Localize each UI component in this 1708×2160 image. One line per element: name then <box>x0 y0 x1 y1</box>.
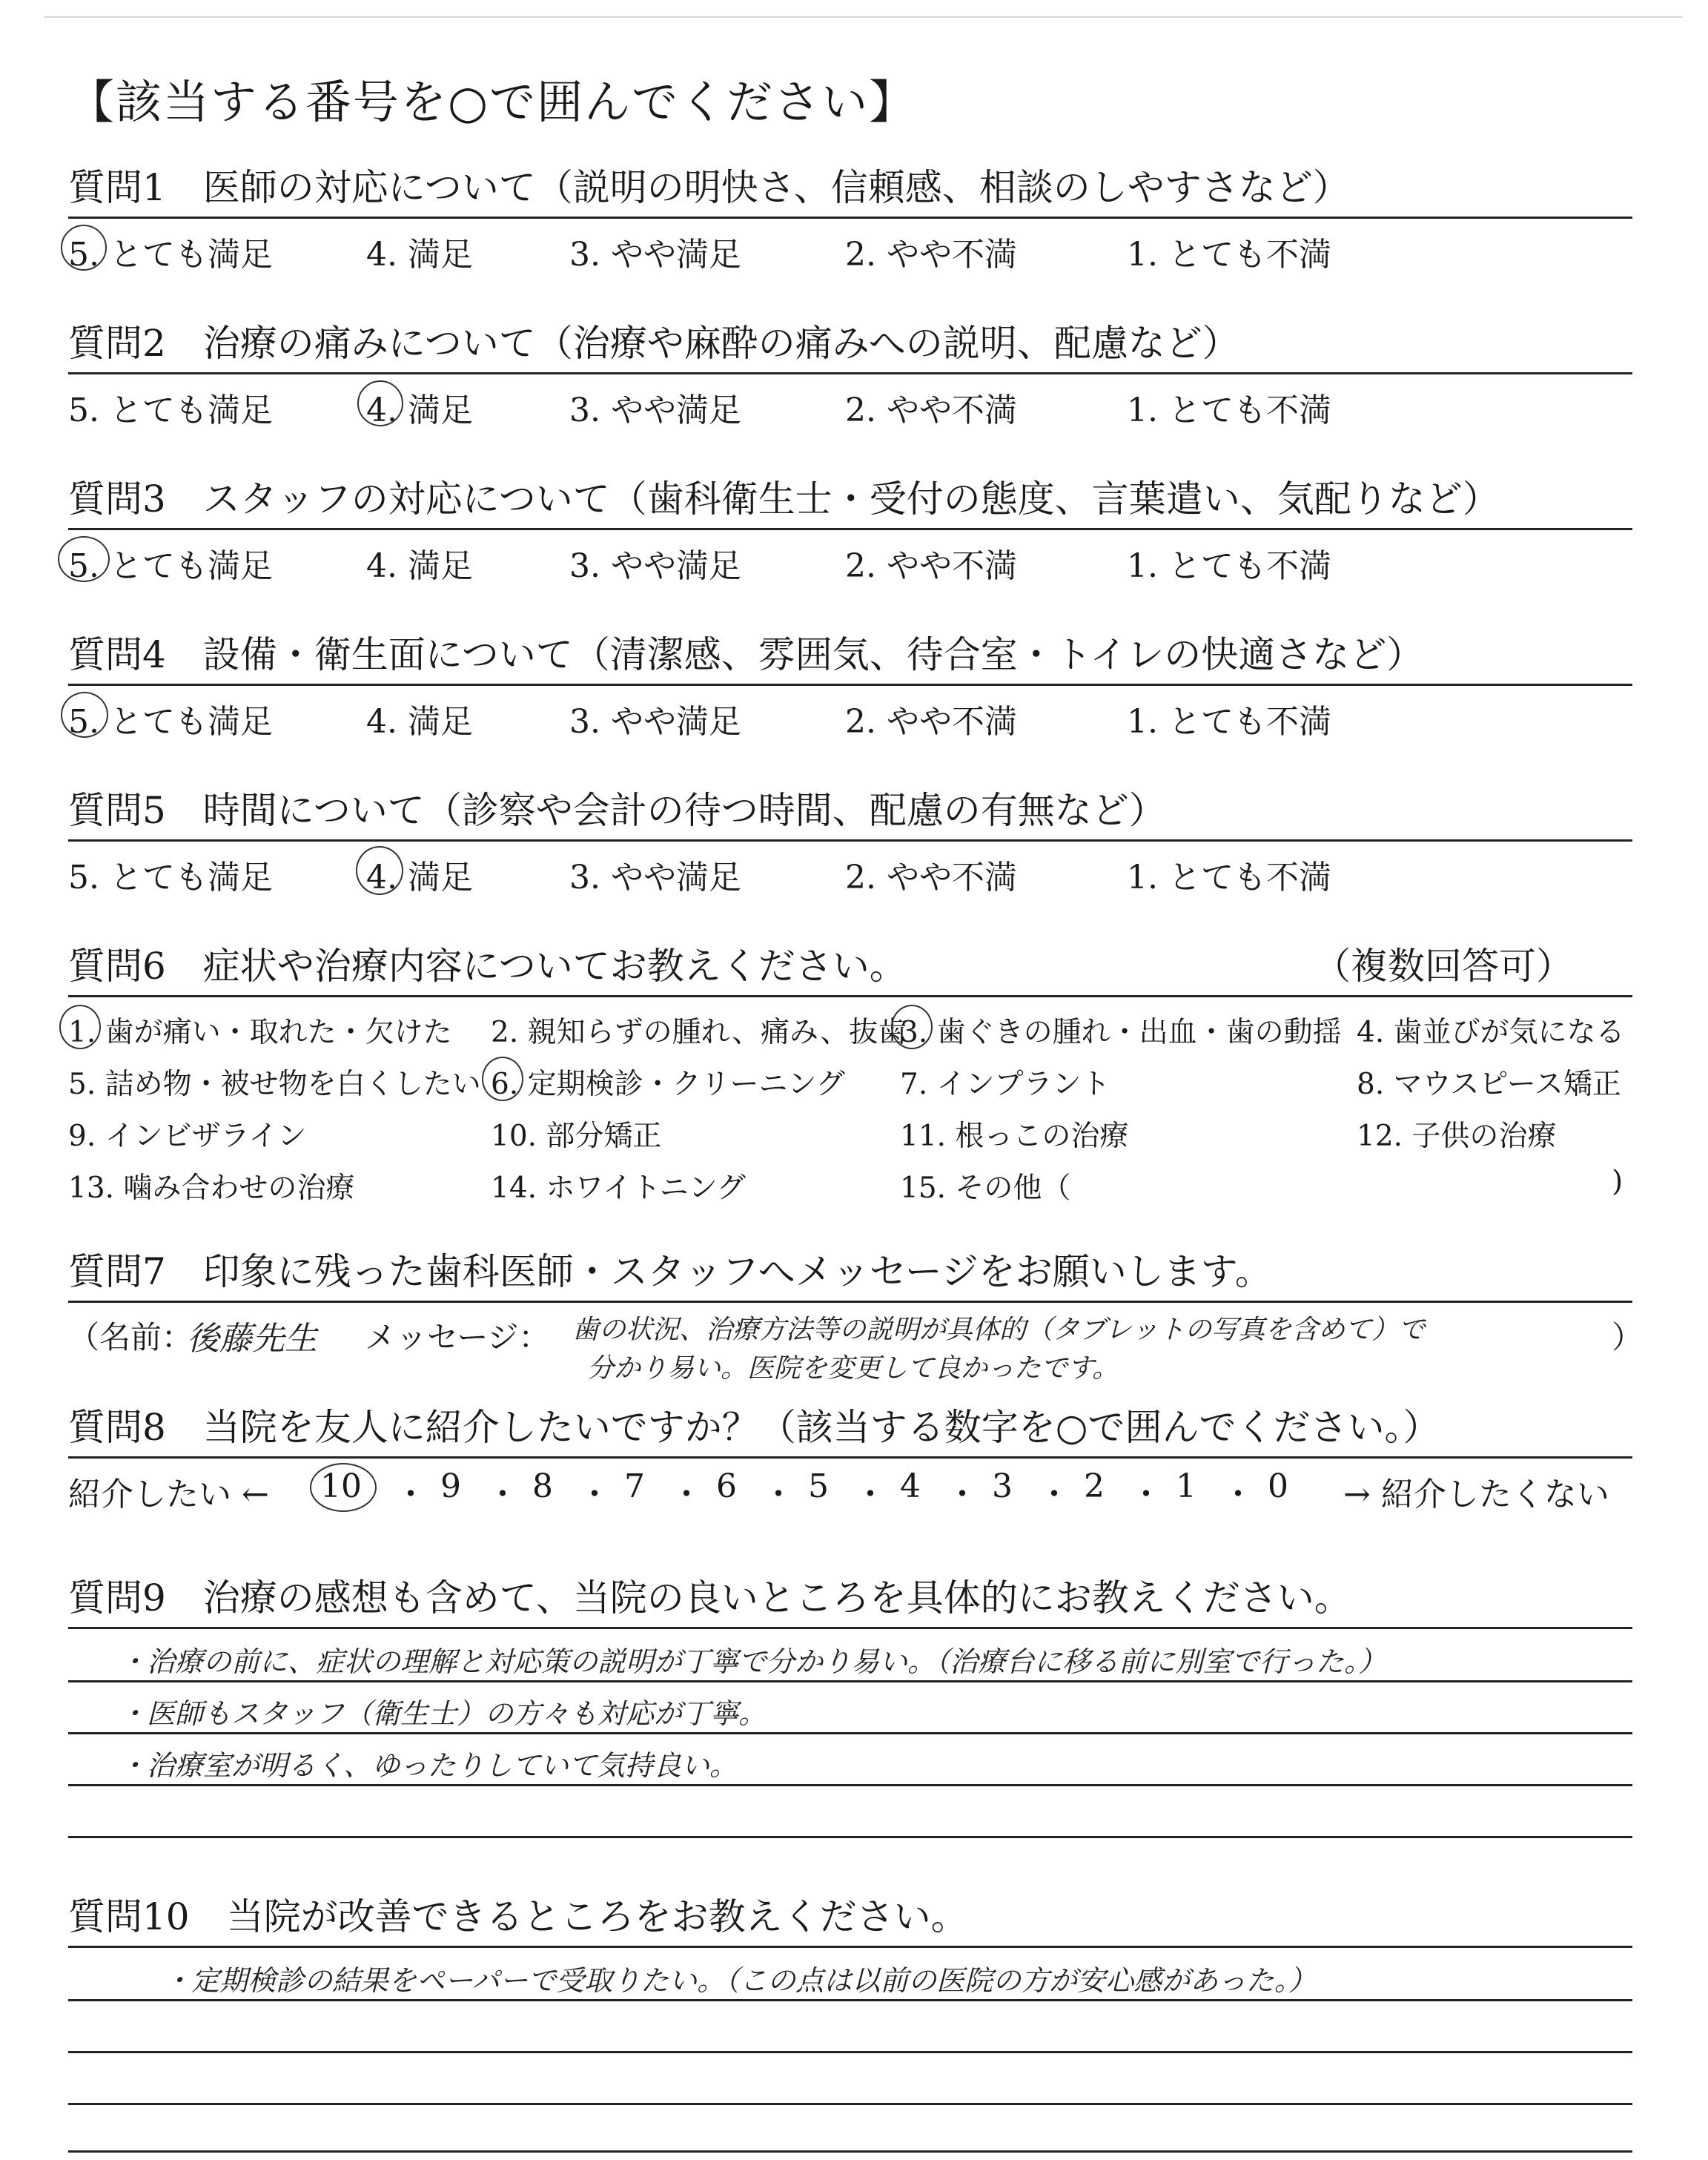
message-line-1[interactable]: 歯の状況、治療方法等の説明が具体的（タブレットの写真を含めて）で <box>572 1315 1426 1345</box>
divider <box>68 1627 1632 1629</box>
option-14[interactable]: 14. ホワイトニング <box>491 1172 746 1205</box>
scale-dot: ・ <box>1222 1476 1254 1513</box>
question-9 <box>68 1572 1632 1629</box>
question-title <box>68 940 1632 992</box>
option-15[interactable]: 15. その他（ <box>900 1172 1071 1205</box>
page-header: 【該当する番号を○で囲んでください】 <box>68 75 917 129</box>
answer-line-3[interactable]: ・治療室が明るく、ゆったりしていて気持良い。 <box>119 1749 738 1782</box>
scale-4[interactable]: 4 <box>900 1467 921 1505</box>
question-6 <box>68 940 1632 1212</box>
message-line-2[interactable]: 分かり易い。医院を変更して良かったです。 <box>587 1353 1119 1384</box>
scale-3[interactable]: 3 <box>992 1467 1013 1505</box>
scale-dot: ・ <box>486 1476 519 1513</box>
option-15-close: ) <box>1612 1165 1623 1198</box>
scale-6[interactable]: 6 <box>716 1467 737 1505</box>
scale-dot: ・ <box>1038 1476 1070 1513</box>
question-title: 質問2 治療の痛みについて（治療や麻酔の痛みへの説明、配慮など） <box>68 322 1239 365</box>
question-text: 質問6 症状や治療内容についてお教えください。 <box>68 945 907 988</box>
writing-line <box>68 1999 1632 2001</box>
selection-circle <box>310 1463 377 1512</box>
question-title: 質問8 当院を友人に紹介したいですか？（該当する数字を○で囲んでください。） <box>68 1406 1440 1449</box>
question-title: 質問7 印象に残った歯科医師・スタッフへメッセージをお願いします。 <box>68 1250 1272 1293</box>
option-4[interactable]: 4. 満足 <box>366 703 473 741</box>
writing-line <box>68 2051 1632 2053</box>
option-4[interactable]: 4. 歯並びが気になる <box>1357 1016 1625 1049</box>
option-5[interactable]: 5. とても満足 <box>68 859 273 896</box>
writing-line <box>68 1784 1632 1786</box>
option-5[interactable]: 5. 詰め物・被せ物を白くしたい <box>68 1068 481 1101</box>
recommend-scale <box>68 1459 1632 1513</box>
message-label: メッセージ： <box>365 1319 550 1355</box>
option-12[interactable]: 12. 子供の治療 <box>1357 1120 1557 1153</box>
scale-dot: ・ <box>946 1476 979 1513</box>
writing-line <box>68 1732 1632 1734</box>
rating-options <box>68 842 1632 894</box>
option-2[interactable]: 2. やや不満 <box>845 703 1017 741</box>
multiple-answer-note: （複数回答可） <box>1314 945 1573 988</box>
option-6[interactable]: 6. 定期検診・クリーニング <box>491 1068 845 1101</box>
selection-circle <box>356 846 403 895</box>
question-4 <box>68 629 1632 741</box>
option-8[interactable]: 8. マウスピース矯正 <box>1357 1068 1621 1101</box>
option-2[interactable]: 2. やや不満 <box>845 859 1017 896</box>
option-13[interactable]: 13. 噛み合わせの治療 <box>68 1172 355 1205</box>
rating-options <box>68 530 1632 585</box>
option-9[interactable]: 9. インビザライン <box>68 1120 307 1153</box>
selection-circle <box>59 1005 101 1049</box>
rating-options <box>68 686 1632 741</box>
question-title: 質問9 治療の感想も含めて、当院の良いところを具体的にお教えください。 <box>68 1576 1351 1619</box>
scale-7[interactable]: 7 <box>624 1467 645 1505</box>
symptom-options <box>68 997 1632 1212</box>
scale-dot: ・ <box>578 1476 611 1513</box>
option-1[interactable]: 1. とても不満 <box>1127 236 1331 274</box>
scale-dot: ・ <box>854 1476 887 1513</box>
writing-line <box>68 1680 1632 1682</box>
scale-5[interactable]: 5 <box>808 1467 829 1505</box>
question-title: 質問5 時間について（診察や会計の待つ時間、配慮の有無など） <box>68 789 1166 832</box>
option-3[interactable]: 3. やや満足 <box>569 392 741 429</box>
scale-dot: ・ <box>762 1476 795 1513</box>
option-4[interactable]: 4. 満足 <box>366 236 473 274</box>
question-5 <box>68 785 1632 894</box>
option-2[interactable]: 2. やや不満 <box>845 236 1017 274</box>
selection-circle <box>61 225 107 271</box>
option-3[interactable]: 3. 歯ぐきの腫れ・出血・歯の動揺 <box>900 1016 1342 1049</box>
scale-left-label: 紹介したい ← <box>68 1476 269 1513</box>
scale-dot: ・ <box>1130 1476 1162 1513</box>
scale-1[interactable]: 1 <box>1176 1467 1196 1505</box>
option-5[interactable]: 5. とても満足 <box>68 703 273 741</box>
option-4[interactable]: 4. 満足 <box>366 859 473 896</box>
question-title: 質問4 設備・衛生面について（清潔感、雰囲気、待合室・トイレの快適さなど） <box>68 633 1424 676</box>
selection-circle <box>891 1005 933 1049</box>
option-11[interactable]: 11. 根っこの治療 <box>900 1120 1129 1153</box>
option-1[interactable]: 1. とても不満 <box>1127 859 1331 896</box>
message-area <box>68 1303 1644 1399</box>
option-4[interactable]: 4. 満足 <box>366 547 473 585</box>
writing-line <box>68 2103 1632 2105</box>
writing-line <box>68 2150 1632 2153</box>
option-1[interactable]: 1. とても不満 <box>1127 547 1331 585</box>
answer-line-1[interactable]: ・治療の前に、症状の理解と対応策の説明が丁寧で分かり易い。（治療台に移る前に別室で行った。） <box>119 1645 1387 1678</box>
top-border <box>44 16 1683 18</box>
question-title: 質問10 当院が改善できるところをお教えください。 <box>68 1895 968 1938</box>
scale-9[interactable]: 9 <box>440 1467 461 1505</box>
question-title: 質問3 スタッフの対応について（歯科衛生士・受付の態度、言葉遣い、気配りなど） <box>68 478 1500 521</box>
scale-10[interactable]: 10 <box>320 1467 362 1505</box>
option-3[interactable]: 3. やや満足 <box>569 703 741 741</box>
option-5[interactable]: 5. とても満足 <box>68 392 273 429</box>
scale-2[interactable]: 2 <box>1084 1467 1105 1505</box>
question-10 <box>68 1891 1632 1948</box>
scale-dot: ・ <box>670 1476 703 1513</box>
question-3 <box>68 473 1632 585</box>
selection-circle <box>61 692 108 738</box>
question-title: 質問1 医師の対応について（説明の明快さ、信頼感、相談のしやすさなど） <box>68 166 1350 209</box>
rating-options <box>68 219 1632 274</box>
option-1[interactable]: 1. 歯が痛い・取れた・欠けた <box>68 1016 452 1049</box>
selection-circle <box>58 536 110 582</box>
message-close: ） <box>1612 1319 1644 1355</box>
option-3[interactable]: 3. やや満足 <box>569 859 741 896</box>
scale-0[interactable]: 0 <box>1268 1467 1288 1505</box>
option-2[interactable]: 2. やや不満 <box>845 547 1017 585</box>
scale-dot: ・ <box>394 1476 427 1513</box>
question-8 <box>68 1401 1632 1513</box>
divider <box>68 1946 1632 1948</box>
question-2 <box>68 317 1632 429</box>
option-2[interactable]: 2. 親知らずの腫れ、痛み、抜歯 <box>491 1016 907 1049</box>
name-label: （名前： <box>68 1319 193 1355</box>
writing-line <box>68 1836 1632 1838</box>
option-3[interactable]: 3. やや満足 <box>569 547 741 585</box>
scale-right-label: → 紹介したくない <box>1343 1476 1609 1513</box>
selection-circle <box>357 380 403 426</box>
option-1[interactable]: 1. とても不満 <box>1127 392 1331 429</box>
option-5[interactable]: 5. とても満足 <box>68 236 273 274</box>
question-1 <box>68 162 1632 274</box>
option-5[interactable]: 5. とても満足 <box>68 547 273 585</box>
scale-8[interactable]: 8 <box>532 1467 553 1505</box>
question-7 <box>68 1246 1644 1399</box>
option-4[interactable]: 4. 満足 <box>366 392 473 429</box>
option-7[interactable]: 7. インプラント <box>900 1068 1110 1101</box>
option-2[interactable]: 2. やや不満 <box>845 392 1017 429</box>
option-1[interactable]: 1. とても不満 <box>1127 703 1331 741</box>
selection-circle <box>482 1057 523 1101</box>
answer-line-2[interactable]: ・医師もスタッフ（衛生士）の方々も対応が丁寧。 <box>119 1697 767 1730</box>
option-3[interactable]: 3. やや満足 <box>569 236 741 274</box>
option-10[interactable]: 10. 部分矯正 <box>491 1120 662 1153</box>
rating-options <box>68 374 1632 429</box>
name-value[interactable]: 後藤先生 <box>187 1320 317 1358</box>
improvement-line-1[interactable]: ・定期検診の結果をペーパーで受取りたい。（この点は以前の医院の方が安心感があった。） <box>163 1964 1317 1997</box>
